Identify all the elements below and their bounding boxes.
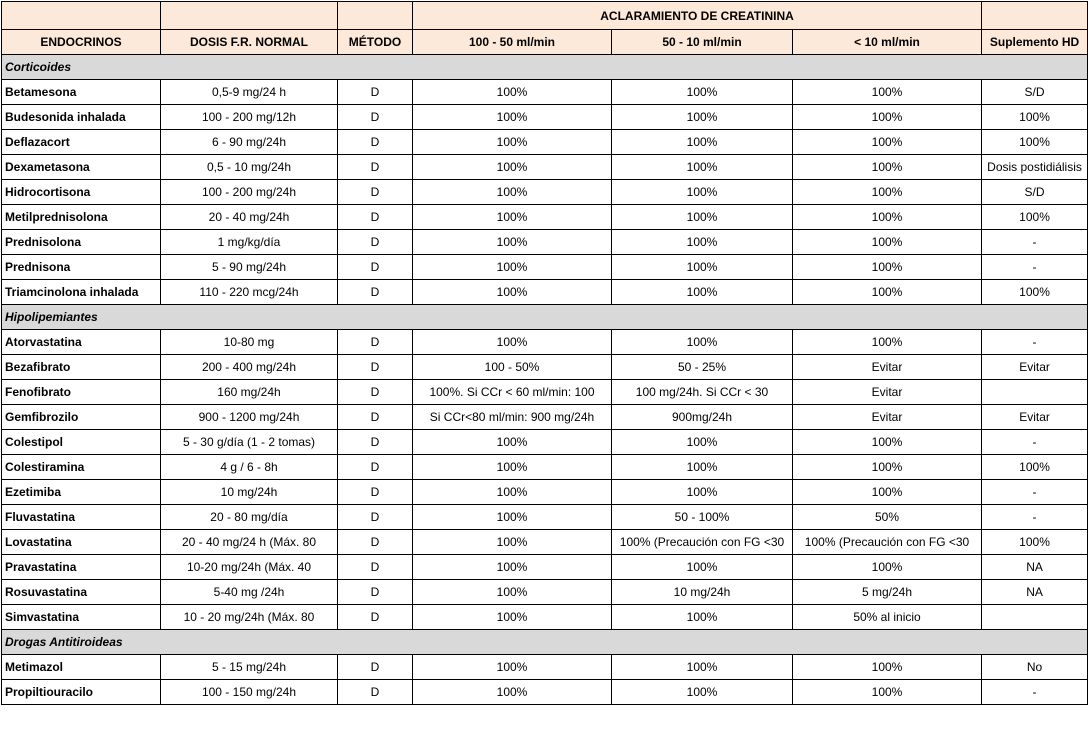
ccr-50-10-cell: 100%: [612, 255, 793, 280]
ccr-100-50-cell: 100%: [413, 455, 612, 480]
normal-dose-cell: 10-20 mg/24h (Máx. 40: [161, 555, 338, 580]
normal-dose-cell: 0,5-9 mg/24 h: [161, 80, 338, 105]
hd-supplement-cell: 100%: [982, 205, 1088, 230]
method-cell: D: [338, 555, 413, 580]
column-header-method: MÉTODO: [338, 30, 413, 55]
hd-supplement-cell: -: [982, 480, 1088, 505]
ccr-100-50-cell: 100%: [413, 605, 612, 630]
normal-dose-cell: 0,5 - 10 mg/24h: [161, 155, 338, 180]
hd-supplement-cell: Evitar: [982, 355, 1088, 380]
ccr-under-10-cell: 100%: [793, 80, 982, 105]
drug-name-cell: Gemfibrozilo: [2, 405, 161, 430]
ccr-100-50-cell: 100%: [413, 655, 612, 680]
normal-dose-cell: 5-40 mg /24h: [161, 580, 338, 605]
ccr-50-10-cell: 100 mg/24h. Si CCr < 30: [612, 380, 793, 405]
ccr-under-10-cell: 100%: [793, 680, 982, 705]
method-cell: D: [338, 230, 413, 255]
drug-name-cell: Bezafibrato: [2, 355, 161, 380]
ccr-under-10-cell: 50%: [793, 505, 982, 530]
drug-name-cell: Ezetimiba: [2, 480, 161, 505]
hd-supplement-cell: 100%: [982, 280, 1088, 305]
ccr-100-50-cell: 100%: [413, 330, 612, 355]
ccr-100-50-cell: 100%: [413, 480, 612, 505]
drug-name-cell: Deflazacort: [2, 130, 161, 155]
ccr-100-50-cell: 100%: [413, 130, 612, 155]
ccr-100-50-cell: 100%: [413, 580, 612, 605]
hd-supplement-cell: NA: [982, 580, 1088, 605]
ccr-50-10-cell: 900mg/24h: [612, 405, 793, 430]
column-header-ccr-under-10: < 10 ml/min: [793, 30, 982, 55]
normal-dose-cell: 900 - 1200 mg/24h: [161, 405, 338, 430]
table-row: [2, 230, 1088, 255]
ccr-50-10-cell: 100%: [612, 655, 793, 680]
table-row: [2, 605, 1088, 630]
ccr-100-50-cell: Si CCr<80 ml/min: 900 mg/24h: [413, 405, 612, 430]
ccr-under-10-cell: 100%: [793, 230, 982, 255]
ccr-100-50-cell: 100%: [413, 530, 612, 555]
drug-name-cell: Hidrocortisona: [2, 180, 161, 205]
method-cell: D: [338, 180, 413, 205]
method-cell: D: [338, 255, 413, 280]
table-row: [2, 330, 1088, 355]
normal-dose-cell: 10-80 mg: [161, 330, 338, 355]
normal-dose-cell: 1 mg/kg/día: [161, 230, 338, 255]
ccr-under-10-cell: 100%: [793, 455, 982, 480]
hd-supplement-cell: -: [982, 680, 1088, 705]
hd-supplement-cell: -: [982, 505, 1088, 530]
ccr-100-50-cell: 100 - 50%: [413, 355, 612, 380]
ccr-100-50-cell: 100%: [413, 430, 612, 455]
normal-dose-cell: 110 - 220 mcg/24h: [161, 280, 338, 305]
header-blank-cell: [2, 2, 161, 30]
table-row: [2, 555, 1088, 580]
method-cell: D: [338, 505, 413, 530]
method-cell: D: [338, 430, 413, 455]
ccr-under-10-cell: 100%: [793, 655, 982, 680]
normal-dose-cell: 5 - 90 mg/24h: [161, 255, 338, 280]
ccr-under-10-cell: 100%: [793, 155, 982, 180]
ccr-50-10-cell: 100%: [612, 205, 793, 230]
ccr-50-10-cell: 100%: [612, 230, 793, 255]
table-row: [2, 505, 1088, 530]
ccr-under-10-cell: 100%: [793, 330, 982, 355]
hd-supplement-cell: 100%: [982, 530, 1088, 555]
section-title: Hipolipemiantes: [2, 305, 1088, 330]
ccr-100-50-cell: 100%: [413, 205, 612, 230]
section-header-row: [2, 55, 1088, 80]
drug-name-cell: Prednisona: [2, 255, 161, 280]
ccr-50-10-cell: 100%: [612, 480, 793, 505]
table-row: [2, 430, 1088, 455]
ccr-50-10-cell: 100%: [612, 80, 793, 105]
table-row: [2, 455, 1088, 480]
header-blank-cell: [161, 2, 338, 30]
method-cell: D: [338, 280, 413, 305]
normal-dose-cell: 10 mg/24h: [161, 480, 338, 505]
ccr-50-10-cell: 100%: [612, 105, 793, 130]
method-cell: D: [338, 105, 413, 130]
drug-name-cell: Simvastatina: [2, 605, 161, 630]
table-row: [2, 530, 1088, 555]
method-cell: D: [338, 580, 413, 605]
hd-supplement-cell: [982, 605, 1088, 630]
normal-dose-cell: 20 - 40 mg/24h: [161, 205, 338, 230]
ccr-50-10-cell: 100%: [612, 555, 793, 580]
table-row: [2, 105, 1088, 130]
ccr-100-50-cell: 100%: [413, 230, 612, 255]
drug-name-cell: Rosuvastatina: [2, 580, 161, 605]
method-cell: D: [338, 130, 413, 155]
table-row: [2, 280, 1088, 305]
table-row: [2, 380, 1088, 405]
table-row: [2, 80, 1088, 105]
drug-name-cell: Lovastatina: [2, 530, 161, 555]
section-header-row: [2, 305, 1088, 330]
table-row: [2, 205, 1088, 230]
ccr-50-10-cell: 50 - 25%: [612, 355, 793, 380]
column-header-drug: ENDOCRINOS: [2, 30, 161, 55]
normal-dose-cell: 20 - 40 mg/24 h (Máx. 80: [161, 530, 338, 555]
normal-dose-cell: 4 g / 6 - 8h: [161, 455, 338, 480]
normal-dose-cell: 100 - 200 mg/12h: [161, 105, 338, 130]
method-cell: D: [338, 680, 413, 705]
method-cell: D: [338, 155, 413, 180]
method-cell: D: [338, 530, 413, 555]
ccr-100-50-cell: 100%: [413, 155, 612, 180]
clearance-group-header: ACLARAMIENTO DE CREATININA: [413, 2, 982, 30]
hd-supplement-cell: 100%: [982, 455, 1088, 480]
method-cell: D: [338, 455, 413, 480]
ccr-under-10-cell: 100% (Precaución con FG <30: [793, 530, 982, 555]
normal-dose-cell: 200 - 400 mg/24h: [161, 355, 338, 380]
method-cell: D: [338, 205, 413, 230]
table-row: [2, 405, 1088, 430]
ccr-100-50-cell: 100%: [413, 505, 612, 530]
ccr-50-10-cell: 10 mg/24h: [612, 580, 793, 605]
drug-name-cell: Fluvastatina: [2, 505, 161, 530]
header-blank-cell: [338, 2, 413, 30]
ccr-under-10-cell: 100%: [793, 130, 982, 155]
drug-name-cell: Betamesona: [2, 80, 161, 105]
ccr-100-50-cell: 100%: [413, 280, 612, 305]
ccr-under-10-cell: 50% al inicio: [793, 605, 982, 630]
ccr-50-10-cell: 100%: [612, 455, 793, 480]
normal-dose-cell: 5 - 15 mg/24h: [161, 655, 338, 680]
header-row-group: [2, 2, 1088, 30]
ccr-100-50-cell: 100%: [413, 180, 612, 205]
header-row-columns: [2, 30, 1088, 55]
hd-supplement-cell: -: [982, 230, 1088, 255]
ccr-under-10-cell: 100%: [793, 205, 982, 230]
ccr-under-10-cell: Evitar: [793, 405, 982, 430]
ccr-50-10-cell: 100% (Precaución con FG <30: [612, 530, 793, 555]
hd-supplement-cell: NA: [982, 555, 1088, 580]
ccr-under-10-cell: 100%: [793, 555, 982, 580]
drug-name-cell: Colestipol: [2, 430, 161, 455]
method-cell: D: [338, 380, 413, 405]
hd-supplement-cell: Dosis postidiálisis: [982, 155, 1088, 180]
ccr-100-50-cell: 100%: [413, 105, 612, 130]
hd-supplement-cell: -: [982, 255, 1088, 280]
ccr-under-10-cell: 100%: [793, 180, 982, 205]
ccr-50-10-cell: 100%: [612, 280, 793, 305]
section-title: Corticoides: [2, 55, 1088, 80]
normal-dose-cell: 5 - 30 g/día (1 - 2 tomas): [161, 430, 338, 455]
table-row: [2, 255, 1088, 280]
hd-supplement-cell: 100%: [982, 130, 1088, 155]
normal-dose-cell: 6 - 90 mg/24h: [161, 130, 338, 155]
drug-name-cell: Metilprednisolona: [2, 205, 161, 230]
ccr-100-50-cell: 100%: [413, 680, 612, 705]
method-cell: D: [338, 80, 413, 105]
table-row: [2, 580, 1088, 605]
ccr-50-10-cell: 100%: [612, 680, 793, 705]
ccr-50-10-cell: 50 - 100%: [612, 505, 793, 530]
ccr-50-10-cell: 100%: [612, 605, 793, 630]
hd-supplement-cell: No: [982, 655, 1088, 680]
hd-supplement-cell: -: [982, 330, 1088, 355]
ccr-100-50-cell: 100%: [413, 255, 612, 280]
normal-dose-cell: 100 - 150 mg/24h: [161, 680, 338, 705]
method-cell: D: [338, 355, 413, 380]
drug-name-cell: Dexametasona: [2, 155, 161, 180]
ccr-under-10-cell: 100%: [793, 480, 982, 505]
method-cell: D: [338, 605, 413, 630]
table-row: [2, 655, 1088, 680]
ccr-100-50-cell: 100%: [413, 80, 612, 105]
column-header-ccr-100-50: 100 - 50 ml/min: [413, 30, 612, 55]
drug-name-cell: Metimazol: [2, 655, 161, 680]
method-cell: D: [338, 405, 413, 430]
ccr-50-10-cell: 100%: [612, 155, 793, 180]
normal-dose-cell: 10 - 20 mg/24h (Máx. 80: [161, 605, 338, 630]
table-row: [2, 480, 1088, 505]
drug-name-cell: Atorvastatina: [2, 330, 161, 355]
ccr-50-10-cell: 100%: [612, 130, 793, 155]
section-title: Drogas Antitiroideas: [2, 630, 1088, 655]
hd-supplement-cell: -: [982, 430, 1088, 455]
drug-name-cell: Triamcinolona inhalada: [2, 280, 161, 305]
ccr-50-10-cell: 100%: [612, 330, 793, 355]
drug-name-cell: Budesonida inhalada: [2, 105, 161, 130]
column-header-hd-supplement: Suplemento HD: [982, 30, 1088, 55]
dosing-table: [1, 1, 1088, 705]
table-row: [2, 680, 1088, 705]
section-header-row: [2, 630, 1088, 655]
table-row: [2, 355, 1088, 380]
ccr-under-10-cell: 100%: [793, 105, 982, 130]
ccr-under-10-cell: 100%: [793, 255, 982, 280]
method-cell: D: [338, 655, 413, 680]
drug-name-cell: Colestiramina: [2, 455, 161, 480]
ccr-under-10-cell: Evitar: [793, 380, 982, 405]
ccr-100-50-cell: 100%: [413, 555, 612, 580]
hd-supplement-cell: 100%: [982, 105, 1088, 130]
normal-dose-cell: 100 - 200 mg/24h: [161, 180, 338, 205]
table-row: [2, 180, 1088, 205]
hd-supplement-cell: [982, 380, 1088, 405]
table-row: [2, 130, 1088, 155]
hd-supplement-cell: Evitar: [982, 405, 1088, 430]
method-cell: D: [338, 330, 413, 355]
drug-name-cell: Fenofibrato: [2, 380, 161, 405]
ccr-under-10-cell: 100%: [793, 430, 982, 455]
drug-name-cell: Prednisolona: [2, 230, 161, 255]
normal-dose-cell: 20 - 80 mg/día: [161, 505, 338, 530]
method-cell: D: [338, 480, 413, 505]
ccr-50-10-cell: 100%: [612, 180, 793, 205]
ccr-under-10-cell: 5 mg/24h: [793, 580, 982, 605]
ccr-100-50-cell: 100%. Si CCr < 60 ml/min: 100: [413, 380, 612, 405]
ccr-under-10-cell: Evitar: [793, 355, 982, 380]
drug-name-cell: Pravastatina: [2, 555, 161, 580]
column-header-ccr-50-10: 50 - 10 ml/min: [612, 30, 793, 55]
normal-dose-cell: 160 mg/24h: [161, 380, 338, 405]
hd-supplement-cell: S/D: [982, 80, 1088, 105]
ccr-50-10-cell: 100%: [612, 430, 793, 455]
column-header-normal-dose: DOSIS F.R. NORMAL: [161, 30, 338, 55]
hd-supplement-cell: S/D: [982, 180, 1088, 205]
header-blank-cell: [982, 2, 1088, 30]
drug-name-cell: Propiltiouracilo: [2, 680, 161, 705]
ccr-under-10-cell: 100%: [793, 280, 982, 305]
table-row: [2, 155, 1088, 180]
